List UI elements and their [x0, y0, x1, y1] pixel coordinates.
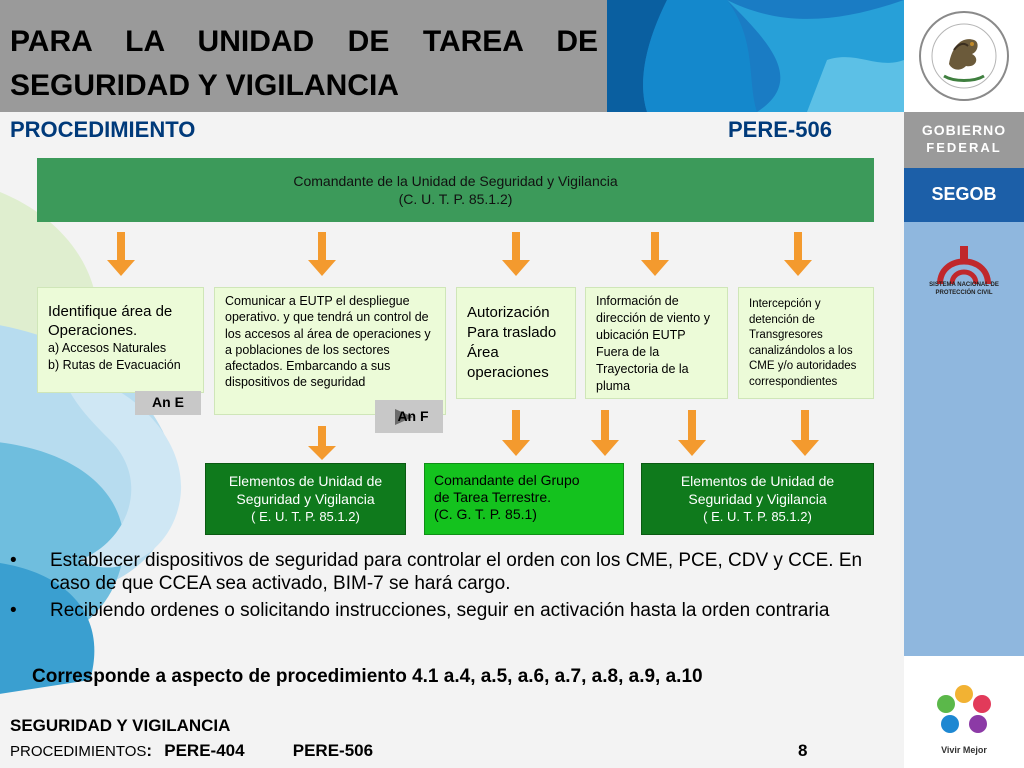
flow-box-interception-text: Intercepción y detención de Transgresores canalizándolos a los CME y/o autoridades correspondientes [749, 298, 857, 388]
annex-e-button[interactable] [135, 391, 201, 415]
flow-bottom1-line3: ( E. U. T. P. 85.1.2) [251, 509, 360, 524]
flow-bottom-elements-1 [205, 463, 406, 535]
flow-box-identify-line3: a) Accesos Naturales [48, 341, 167, 355]
flow-box-interception [738, 287, 874, 399]
arrow-down-icon [791, 410, 819, 456]
arrow-group-top [107, 232, 812, 276]
flow-bottom1-line1: Elementos de Unidad de [228, 473, 383, 489]
flow-box-identify-area [37, 287, 204, 393]
flow-bottom2-line2: de Tarea Terrestre. [434, 489, 551, 505]
arrow-down-icon [784, 232, 812, 276]
gobierno-label: GOBIERNO [921, 122, 1007, 138]
bullet-text: Establecer dispositivos de seguridad para controlar el orden con los CME, PCE, CDV y CCE. En caso de que CCEA sea activado, BIM-7 se hará cargo. [50, 550, 863, 594]
bullet-item [10, 549, 890, 595]
footer-code-2: PERE-506 [292, 741, 374, 760]
federal-label: FEDERAL [926, 140, 1002, 155]
mexico-seal-icon [914, 6, 1014, 106]
vivir-mejor-label: Vivir Mejor [941, 745, 987, 755]
bullet-text: Recibiendo ordenes o solicitando instrucciones, seguir en activación hasta la orden contraria [50, 600, 830, 621]
flow-bottom2-line3: (C. G. T. P. 85.1) [434, 506, 537, 522]
flow-bottom3-line1: Elementos de Unidad de [680, 473, 835, 489]
page-title-line2: SEGURIDAD Y VIGILANCIA [10, 69, 399, 102]
flow-top-box-line1: Comandante de la Unidad de Seguridad y Vigilancia [293, 173, 618, 189]
page-title-line1: PARA LA UNIDAD DE TAREA DE [10, 25, 598, 58]
flow-box-authorization [456, 287, 576, 399]
sidebar-blue-panel [904, 222, 1024, 656]
annex-f-button[interactable] [375, 400, 443, 433]
flow-box-authorization-text: Autorización Para traslado Área operaciones [467, 304, 557, 381]
flow-box-identify-line4: b) Rutas de Evacuación [48, 358, 181, 372]
page-number: 8 [798, 741, 808, 760]
gobierno-federal-banner [904, 112, 1024, 168]
flow-box-identify-line1: Identifique área de [48, 303, 173, 320]
procedure-code: PERE-506 [728, 117, 832, 142]
vivir-mejor-logo-icon [932, 684, 996, 740]
arrow-down-icon [107, 232, 135, 276]
arrow-down-icon [502, 410, 530, 456]
annex-e-label: An E [152, 394, 184, 410]
procedure-label: PROCEDIMIENTO [10, 117, 196, 142]
flow-bottom2-line1: Comandante del Grupo [434, 472, 580, 488]
segob-banner [904, 168, 1024, 222]
flow-box-wind-info-text: Información de dirección de viento y ubicación EUTP Fuera de la Trayectoria de la pluma [596, 294, 710, 393]
flow-top-box-line2: (C. U. T. P. 85.1.2) [398, 191, 513, 207]
flow-bottom1-line2: Seguridad y Vigilancia [236, 491, 375, 507]
bullet-list [10, 549, 890, 626]
flow-box-communicate-text: Comunicar a EUTP el despliegue operativo. y que tendrá un control de los accesos al área de operaciones y a poblaciones de los sectores afectados. Embarcando a sus dispositivos de seguridad [225, 294, 431, 390]
arrow-down-icon [502, 232, 530, 276]
annex-f-label: An F [397, 408, 429, 424]
footer-procedures [10, 741, 373, 761]
flow-box-wind-info [585, 287, 728, 399]
proteccion-line1: SISTEMA NACIONAL DE [929, 282, 999, 288]
footer-code-1: PERE-404 [164, 741, 245, 760]
arrow-down-icon [641, 232, 669, 276]
flow-bottom3-line3: ( E. U. T. P. 85.1.2) [703, 509, 812, 524]
footer-title: SEGURIDAD Y VIGILANCIA [10, 716, 231, 735]
bullet-icon: • [10, 550, 17, 571]
flow-box-communicate [214, 287, 446, 415]
segob-label: SEGOB [931, 184, 997, 204]
bullet-icon: • [10, 600, 17, 621]
footer-procedimientos: PROCEDIMIENTOS [10, 743, 147, 760]
flow-box-identify-line2: Operaciones. [48, 322, 138, 339]
arrow-down-icon [591, 410, 619, 456]
proteccion-line2: PROTECCIÓN CIVIL [935, 290, 993, 296]
arrow-down-icon [678, 410, 706, 456]
flow-bottom3-line2: Seguridad y Vigilancia [688, 491, 827, 507]
flow-bottom-elements-2 [641, 463, 874, 535]
bullet-item [10, 599, 890, 622]
arrow-down-icon [308, 232, 336, 276]
flow-bottom-commander [424, 463, 624, 535]
arrow-down-icon [308, 426, 336, 460]
footer-colon: : [146, 741, 153, 760]
corresponde-text: Corresponde a aspecto de procedimiento 4.1 a.4, a.5, a.6, a.7, a.8, a.9, a.10 [32, 666, 703, 687]
